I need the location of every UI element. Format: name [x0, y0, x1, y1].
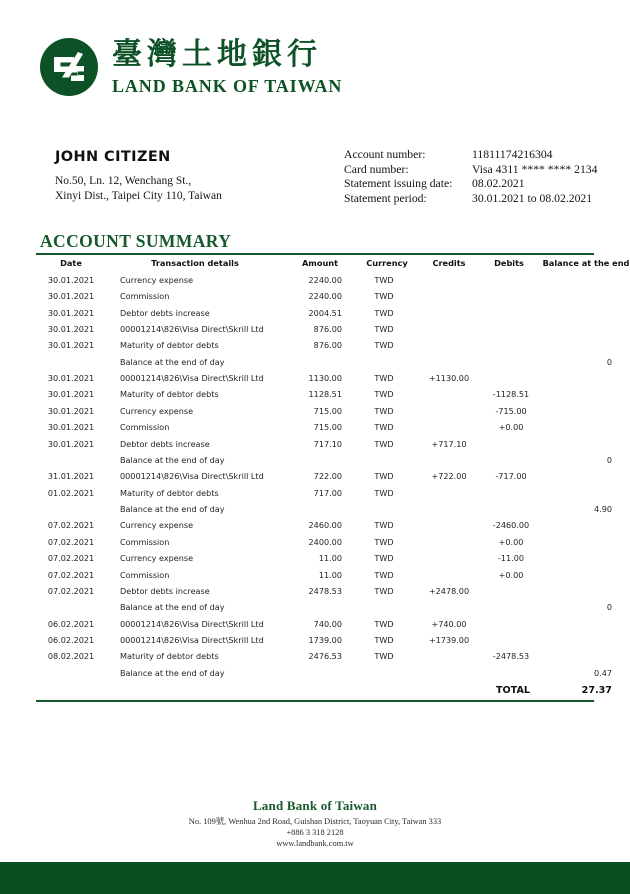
- cell-currency: [356, 665, 418, 681]
- cell-date: 30.01.2021: [47, 274, 95, 285]
- meta-row-account-number: [344, 148, 594, 163]
- cell-date: 07.02.2021: [47, 553, 95, 564]
- table-row: [36, 517, 630, 533]
- column-header-balance-at-the-end: Balance at the end: [542, 258, 630, 269]
- cell-date: 30.01.2021: [47, 405, 95, 416]
- table-row: [36, 403, 630, 419]
- cell-debits: [480, 370, 538, 386]
- cell-debits: [480, 665, 538, 681]
- cell-details: Maturity of debtor debts: [120, 389, 219, 400]
- cell-balance: [538, 435, 630, 451]
- table-row: [36, 272, 630, 288]
- land-bank-circle-logo-icon: [38, 36, 100, 98]
- cell-balance: [538, 370, 630, 386]
- cell-debits: -717.00: [495, 471, 527, 482]
- cell-currency: TWD: [374, 291, 394, 302]
- cell-details: 00001214\826\Visa Direct\Skrill Ltd: [120, 471, 264, 482]
- cell-currency: TWD: [374, 585, 394, 596]
- cell-credits: [418, 452, 480, 468]
- cell-date: 07.02.2021: [47, 536, 95, 547]
- cell-date: 30.01.2021: [47, 438, 95, 449]
- cell-amount: 11.00: [318, 569, 342, 580]
- meta-value-account-number: 11811174216304: [472, 148, 553, 161]
- cell-balance: [538, 517, 630, 533]
- cell-balance: [538, 468, 630, 484]
- cell-debits: [480, 452, 538, 468]
- cell-details: Maturity of debtor debts: [120, 651, 219, 662]
- cell-balance: [538, 648, 630, 664]
- cell-balance: [538, 566, 630, 582]
- cell-amount: 1130.00: [308, 373, 342, 384]
- cell-date: 30.01.2021: [47, 291, 95, 302]
- cell-details: Currency expense: [120, 553, 194, 564]
- cell-details: Debtor debts increase: [120, 438, 210, 449]
- cell-debits: [480, 353, 538, 369]
- table-row: [36, 288, 630, 304]
- cell-amount: 722.00: [313, 471, 342, 482]
- customer-name: JOHN CITIZEN: [55, 149, 171, 165]
- cell-date: 06.02.2021: [47, 618, 95, 629]
- cell-amount: 11.00: [318, 553, 342, 564]
- cell-credits: [418, 419, 480, 435]
- cell-balance: [538, 272, 630, 288]
- transactions-table: [36, 255, 630, 699]
- cell-date: [36, 665, 106, 681]
- cell-details: 00001214\826\Visa Direct\Skrill Ltd: [120, 373, 264, 384]
- cell-amount: 2240.00: [308, 291, 342, 302]
- cell-amount: [284, 665, 356, 681]
- cell-currency: TWD: [374, 635, 394, 646]
- cell-balance: [538, 403, 630, 419]
- cell-currency: TWD: [374, 340, 394, 351]
- cell-credits: [418, 321, 480, 337]
- cell-amount: 1739.00: [308, 635, 342, 646]
- cell-date: 07.02.2021: [47, 569, 95, 580]
- cell-credits: [418, 353, 480, 369]
- meta-label-card-number: Card number:: [344, 162, 409, 176]
- cell-details: Balance at the end of day: [120, 454, 225, 465]
- cell-details: Currency expense: [120, 274, 194, 285]
- total-label: TOTAL: [495, 684, 530, 696]
- cell-amount: 2240.00: [308, 274, 342, 285]
- cell-balance: [538, 321, 630, 337]
- cell-debits: [480, 599, 538, 615]
- cell-details: Commission: [120, 422, 170, 433]
- cell-amount: 717.00: [313, 487, 342, 498]
- cell-details: 00001214\826\Visa Direct\Skrill Ltd: [120, 635, 264, 646]
- cell-balance: 4.90: [593, 504, 612, 515]
- customer-address-line-2: Xinyi Dist., Taipei City 110, Taiwan: [55, 189, 222, 202]
- table-row: [36, 419, 630, 435]
- cell-amount: [284, 501, 356, 517]
- cell-debits: [480, 304, 538, 320]
- cell-debits: [480, 632, 538, 648]
- cell-details: 00001214\826\Visa Direct\Skrill Ltd: [120, 323, 264, 334]
- cell-date: 31.01.2021: [47, 471, 95, 482]
- cell-debits: [480, 321, 538, 337]
- cell-credits: [418, 288, 480, 304]
- cell-details: Currency expense: [120, 405, 194, 416]
- cell-date: 30.01.2021: [47, 373, 95, 384]
- customer-block: [55, 148, 325, 203]
- cell-debits: +0.00: [498, 536, 524, 547]
- cell-credits: [418, 566, 480, 582]
- cell-date: [36, 353, 106, 369]
- cell-details: Balance at the end of day: [120, 667, 225, 678]
- column-header-transaction-details: Transaction details: [151, 258, 239, 269]
- bottom-green-bar: [0, 862, 630, 894]
- cell-debits: [480, 501, 538, 517]
- cell-date: [36, 599, 106, 615]
- cell-date: [36, 452, 106, 468]
- table-row: [36, 304, 630, 320]
- cell-credits: [418, 648, 480, 664]
- bank-name-en: LAND BANK OF TAIWAN: [112, 76, 343, 96]
- cell-currency: TWD: [374, 438, 394, 449]
- cell-currency: TWD: [374, 307, 394, 318]
- cell-credits: [418, 665, 480, 681]
- table-row: [36, 583, 630, 599]
- cell-debits: -715.00: [495, 405, 527, 416]
- column-header-currency: Currency: [366, 258, 408, 269]
- cell-currency: TWD: [374, 373, 394, 384]
- table-row: [36, 550, 630, 566]
- total-value: 27.37: [581, 684, 612, 696]
- cell-credits: [418, 304, 480, 320]
- cell-credits: +1739.00: [428, 635, 470, 646]
- cell-currency: TWD: [374, 651, 394, 662]
- column-header-debits: Debits: [494, 258, 524, 269]
- cell-balance: [538, 615, 630, 631]
- cell-debits: +0.00: [498, 422, 524, 433]
- cell-currency: TWD: [374, 536, 394, 547]
- meta-label-issuing-date: Statement issuing date:: [344, 177, 453, 191]
- account-summary-table: [36, 253, 630, 702]
- balance-row: [36, 665, 630, 681]
- meta-row-statement-period: [344, 192, 594, 207]
- cell-balance: 0: [606, 356, 612, 367]
- cell-details: Commission: [120, 291, 170, 302]
- cell-currency: TWD: [374, 487, 394, 498]
- table-row: [36, 566, 630, 582]
- cell-currency: TWD: [374, 422, 394, 433]
- cell-amount: 2476.53: [308, 651, 342, 662]
- cell-details: 00001214\826\Visa Direct\Skrill Ltd: [120, 618, 264, 629]
- cell-balance: [538, 632, 630, 648]
- cell-date: 30.01.2021: [47, 307, 95, 318]
- balance-row: [36, 353, 630, 369]
- cell-credits: +740.00: [431, 618, 467, 629]
- cell-details: Debtor debts increase: [120, 307, 210, 318]
- cell-amount: [284, 599, 356, 615]
- cell-amount: 1128.51: [308, 389, 342, 400]
- table-row: [36, 370, 630, 386]
- cell-debits: [480, 583, 538, 599]
- cell-currency: TWD: [374, 471, 394, 482]
- cell-debits: [480, 484, 538, 500]
- meta-row-card-number: [344, 162, 598, 178]
- column-header-credits: Credits: [432, 258, 466, 269]
- cell-credits: [418, 517, 480, 533]
- cell-date: 30.01.2021: [47, 323, 95, 334]
- cell-details: Maturity of debtor debts: [120, 487, 219, 498]
- cell-amount: 876.00: [313, 340, 342, 351]
- cell-credits: [418, 386, 480, 402]
- cell-date: 30.01.2021: [47, 422, 95, 433]
- cell-balance: [538, 419, 630, 435]
- cell-currency: TWD: [374, 569, 394, 580]
- cell-credits: [418, 534, 480, 550]
- cell-date: 30.01.2021: [47, 340, 95, 351]
- table-row: [36, 321, 630, 337]
- account-meta-block: [344, 148, 598, 206]
- cell-credits: [418, 272, 480, 288]
- cell-amount: 2478.53: [308, 585, 342, 596]
- table-body: [36, 272, 630, 699]
- cell-currency: [356, 452, 418, 468]
- cell-debits: [480, 337, 538, 353]
- cell-amount: [284, 353, 356, 369]
- table-row: [36, 484, 630, 500]
- cell-debits: -2478.53: [492, 651, 530, 662]
- meta-value-statement-period: 30.01.2021 to 08.02.2021: [472, 191, 593, 205]
- cell-currency: TWD: [374, 389, 394, 400]
- table-row: [36, 435, 630, 451]
- cell-amount: 740.00: [313, 618, 342, 629]
- meta-row-issuing-date: [344, 177, 594, 192]
- cell-amount: 876.00: [313, 323, 342, 334]
- cell-debits: +0.00: [498, 569, 524, 580]
- cell-balance: [538, 386, 630, 402]
- cell-details: Debtor debts increase: [120, 585, 210, 596]
- cell-credits: [418, 550, 480, 566]
- cell-amount: 2400.00: [308, 536, 342, 547]
- cell-debits: -11.00: [497, 553, 525, 564]
- cell-date: 08.02.2021: [47, 651, 95, 662]
- cell-debits: [480, 288, 538, 304]
- customer-address-line-1: No.50, Ln. 12, Wenchang St.,: [55, 175, 192, 187]
- cell-currency: [356, 501, 418, 517]
- cell-balance: [538, 304, 630, 320]
- cell-credits: +722.00: [431, 471, 467, 482]
- cell-amount: 717.10: [313, 438, 342, 449]
- meta-label-statement-period: Statement period:: [344, 191, 427, 205]
- cell-credits: [418, 501, 480, 517]
- column-header-amount: Amount: [301, 258, 339, 269]
- cell-date: 06.02.2021: [47, 635, 95, 646]
- cell-currency: [356, 599, 418, 615]
- table-head: [36, 255, 630, 272]
- cell-details: Commission: [120, 536, 170, 547]
- footer-phone: +886 3 318 2128: [286, 828, 344, 838]
- cell-amount: [284, 452, 356, 468]
- cell-currency: TWD: [374, 274, 394, 285]
- cell-credits: +1130.00: [428, 373, 470, 384]
- total-spacer-2: [418, 681, 480, 699]
- balance-row: [36, 501, 630, 517]
- cell-currency: TWD: [374, 405, 394, 416]
- cell-balance: [538, 484, 630, 500]
- page-footer: [0, 798, 630, 850]
- cell-date: 07.02.2021: [47, 585, 95, 596]
- table-bottom-rule: [36, 700, 594, 702]
- total-spacer: [36, 681, 418, 699]
- cell-amount: 2460.00: [308, 520, 342, 531]
- bank-name-cjk: 臺灣土地銀行: [112, 37, 322, 72]
- table-row: [36, 648, 630, 664]
- cell-credits: [418, 599, 480, 615]
- table-row: [36, 534, 630, 550]
- cell-balance: [538, 583, 630, 599]
- cell-date: 01.02.2021: [47, 487, 95, 498]
- footer-address: No. 109號, Wenhua 2nd Road, Guishan District, Taoyuan City, Taiwan 333: [188, 817, 442, 826]
- cell-balance: [538, 534, 630, 550]
- customer-address: [55, 174, 325, 203]
- table-header-row: [36, 255, 630, 272]
- column-header-date: Date: [60, 258, 82, 269]
- section-title-account-summary: ACCOUNT SUMMARY: [40, 231, 232, 251]
- footer-website: www.landbank.com.tw: [276, 839, 354, 849]
- cell-debits: -1128.51: [492, 389, 530, 400]
- cell-credits: [418, 403, 480, 419]
- cell-details: Balance at the end of day: [120, 356, 225, 367]
- footer-bank-name: Land Bank of Taiwan: [252, 798, 378, 813]
- cell-details: Currency expense: [120, 520, 194, 531]
- cell-amount: 2004.51: [308, 307, 342, 318]
- cell-debits: -2460.00: [492, 520, 530, 531]
- cell-credits: +2478.00: [428, 585, 470, 596]
- cell-currency: [356, 353, 418, 369]
- balance-row: [36, 452, 630, 468]
- table-row: [36, 468, 630, 484]
- cell-details: Balance at the end of day: [120, 504, 225, 515]
- meta-value-card-number: Visa 4311 **** **** 2134: [472, 162, 598, 176]
- cell-amount: 715.00: [313, 405, 342, 416]
- cell-balance: 0.47: [593, 667, 612, 678]
- cell-balance: 0: [606, 602, 612, 613]
- cell-details: Maturity of debtor debts: [120, 340, 219, 351]
- cell-credits: +717.10: [431, 438, 467, 449]
- cell-credits: [418, 484, 480, 500]
- table-row: [36, 615, 630, 631]
- cell-debits: [480, 272, 538, 288]
- table-row: [36, 632, 630, 648]
- cell-date: [36, 501, 106, 517]
- cell-currency: TWD: [374, 323, 394, 334]
- cell-debits: [480, 435, 538, 451]
- cell-balance: [538, 288, 630, 304]
- cell-debits: [480, 615, 538, 631]
- cell-balance: [538, 550, 630, 566]
- cell-amount: 715.00: [313, 422, 342, 433]
- cell-date: 07.02.2021: [47, 520, 95, 531]
- cell-credits: [418, 337, 480, 353]
- cell-currency: TWD: [374, 618, 394, 629]
- cell-date: 30.01.2021: [47, 389, 95, 400]
- table-row: [36, 337, 630, 353]
- total-row: [36, 681, 630, 699]
- cell-currency: TWD: [374, 520, 394, 531]
- meta-value-issuing-date: 08.02.2021: [472, 177, 525, 191]
- balance-row: [36, 599, 630, 615]
- bank-header: [38, 34, 342, 98]
- table-row: [36, 386, 630, 402]
- cell-details: Commission: [120, 569, 170, 580]
- cell-balance: [538, 337, 630, 353]
- cell-balance: 0: [606, 454, 612, 465]
- meta-label-account-number: Account number:: [344, 148, 426, 161]
- cell-currency: TWD: [374, 553, 394, 564]
- cell-details: Balance at the end of day: [120, 602, 225, 613]
